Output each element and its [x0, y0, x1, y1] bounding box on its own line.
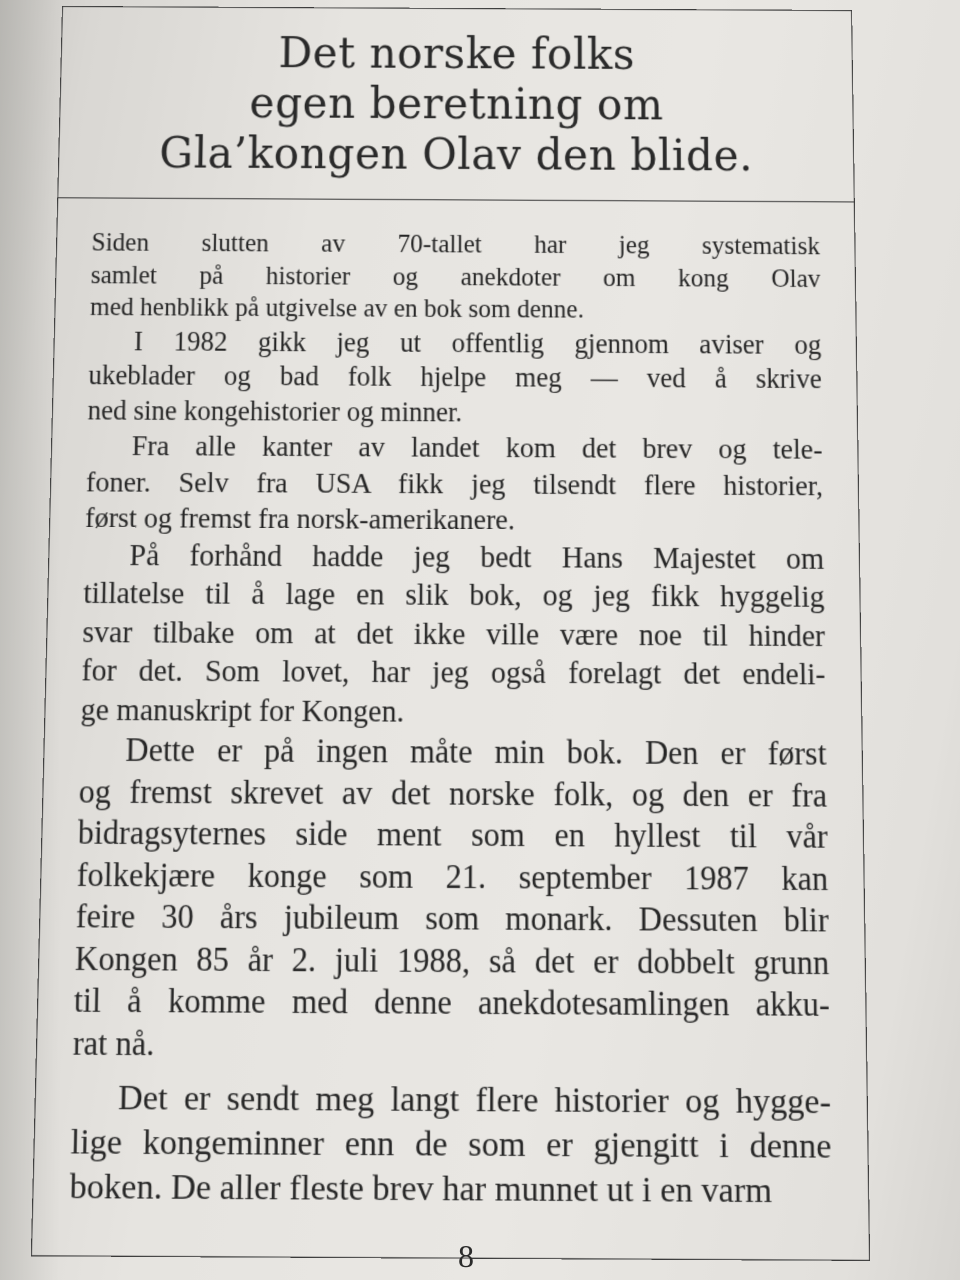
text-line: Kongen 85 år 2. juli 1988, så det er dobbelt grunn — [74, 938, 830, 982]
title-line-2: egen beretning om — [249, 77, 664, 130]
text-line: Fra alle kanter av landet kom det brev og tele- — [131, 429, 823, 465]
text-line: rat nå. — [72, 1023, 155, 1063]
title-line-1: Det norske folks — [278, 27, 636, 79]
text-line: Det er sendt meg langt flere historier og hygge- — [117, 1078, 832, 1123]
page-number: 8 — [458, 1238, 474, 1274]
text-line: samlet på historier og anekdoter om kong Olav — [90, 261, 821, 293]
text-line: ge manuskript for Kongen. — [80, 692, 405, 729]
text-line: På forhånd hadde jeg bedt Hans Majestet om — [129, 538, 825, 576]
text-line: feire 30 års jubileum som monark. Dessuten blir — [75, 896, 829, 940]
text-line: boken. De aller fleste brev har munnet ut i en varm — [69, 1166, 773, 1211]
paragraph — [72, 730, 830, 1069]
text-line: foner. Selv fra USA fikk jeg tilsendt flere historier, — [85, 464, 824, 502]
paragraph — [80, 536, 826, 734]
title-line-3: Gla’kongen Olav den blide. — [158, 127, 754, 181]
text-line: ukeblader og bad folk hjelpe meg — ved å skrive — [88, 359, 822, 395]
text-line: lige kongeminner enn de som er gjengitt i denne — [70, 1122, 832, 1167]
text-line: først og fremst fra norsk-amerikanere. — [84, 500, 516, 536]
text-line: I 1982 gikk jeg ut offentlig gjennom aviser og — [133, 325, 822, 360]
text-line: for det. Som lovet, har jeg også forelagt det endeli- — [81, 653, 826, 692]
paragraph — [69, 1076, 832, 1214]
text-line: med henblikk på utgivelse av en bok som denne. — [89, 293, 585, 324]
text-line: ned sine kongehistorier og minner. — [87, 393, 463, 428]
text-frame — [31, 6, 870, 1261]
paragraph — [85, 428, 824, 540]
paragraph — [87, 324, 822, 432]
text-line: tillatelse til å lage en slik bok, og jeg fikk hyggelig — [83, 576, 825, 615]
text-line: bidragsyternes side ment som en hyllest til vår — [77, 813, 828, 856]
text-line: og fremst skrevet av det norske folk, og den er fra — [78, 771, 828, 814]
title-box — [58, 7, 854, 203]
paragraph — [90, 227, 821, 328]
body-text — [69, 227, 832, 1214]
text-line: til å komme med denne anekdotesamlingen akku- — [73, 980, 830, 1024]
text-line: folkekjære konge som 21. september 1987 kan — [76, 854, 829, 898]
text-line: Siden slutten av 70-tallet har jeg systematisk — [91, 228, 821, 261]
text-line: svar tilbake om at det ikke ville være noe til hinder — [82, 615, 826, 653]
text-line: Dette er på ingen måte min bok. Den er først — [125, 730, 827, 773]
